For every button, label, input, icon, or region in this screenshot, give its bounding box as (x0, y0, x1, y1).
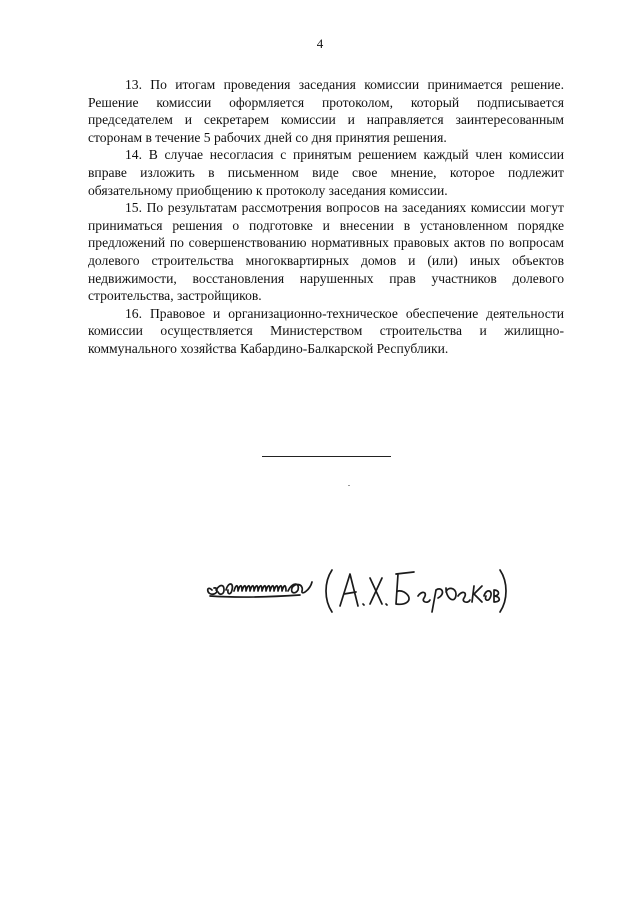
paragraph-16: 16. Правовое и организационно-техническое обеспечение деятельности комиссии осуществляется Министерством строительства и жилищно-коммунального хозяйства Кабардино-Балкарской Республики. (88, 305, 564, 356)
paragraph-15: 15. По результатам рассмотрения вопросов на заседаниях комиссии могут приниматься решения о подготовке и внесении в установленном порядке предложений по совершенствованию нормативных правовых актов по вопросам долевого строительства многоквартирных домов и (или) иных объектов недвижимости, восстановления нарушенных прав участников долевого строительства, застройщиков. (88, 200, 564, 304)
end-of-text-divider (262, 456, 391, 457)
page-number: 4 (316, 36, 324, 51)
paragraph-14: 14. В случае несогласия с принятым решением каждый член комиссии вправе изложить в письменном виде свое мнение, которое подлежит обязательному приобщению к протоколу заседания комиссии. (88, 147, 564, 198)
handwritten-signature (200, 560, 510, 620)
document-body (88, 76, 564, 358)
scan-speck (348, 485, 350, 486)
signature-drawing (200, 560, 510, 620)
paragraph-13: 13. По итогам проведения заседания комиссии принимается решение. Решение комиссии оформляется протоколом, который подписывается председателем и секретарем комиссии и направляется заинтересованным сторонам в течение 5 рабочих дней со дня принятия решения. (88, 77, 564, 145)
